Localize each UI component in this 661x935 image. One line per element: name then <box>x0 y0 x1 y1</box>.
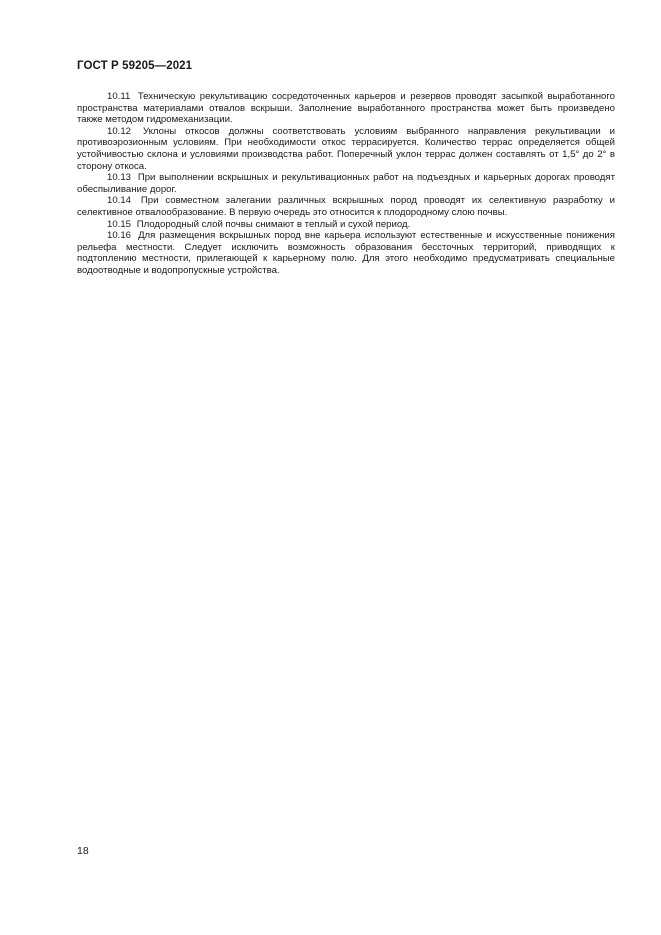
clause-number: 10.16 <box>107 230 132 242</box>
clause-text: При совместном залегании различных вскрышных пород проводят их селективную разработку и селективное отвалообразование. В первую очередь это относится к плодородному слою почвы. <box>77 195 615 218</box>
paragraph-10-15 <box>77 219 615 231</box>
paragraph-10-16 <box>77 230 615 276</box>
page-number: 18 <box>77 845 89 857</box>
clause-text: Плодородный слой почвы снимают в теплый и сухой период. <box>136 218 411 230</box>
document-body <box>77 91 615 277</box>
paragraph-10-12 <box>77 126 615 172</box>
clause-text: Техническую рекультивацию сосредоточенных карьеров и резервов проводят засыпкой выработанного пространства материалами отвалов вскрыши. Заполнение выработанного пространства может быть произведено также методом гидромеханизации. <box>77 91 616 126</box>
clause-text: Для размещения вскрышных пород вне карьера используют естественные и искусственные понижения рельефа местности. Следует исключить возможность образования бессточных территорий, приводящих к подтоплению местности, прилегающей к карьерному полю. Для этого необходимо предусматривать специальные водоотводные и водопропускные устройства. <box>77 230 615 276</box>
standard-id-header: ГОСТ Р 59205—2021 <box>77 60 193 72</box>
paragraph-10-11 <box>77 91 615 126</box>
clause-text: Уклоны откосов должны соответствовать условиям выбранного направления рекультивации и противоэрозионным условиям. При необходимости откос террасируется. Количество террас определяется общей устойчивостью склона и условиями производства работ. Поперечный уклон террас должен составлять от 1,5° до 2° в сторону откоса. <box>77 125 615 172</box>
clause-number: 10.11 <box>107 91 131 102</box>
paragraph-10-13 <box>77 172 615 195</box>
clause-text: При выполнении вскрышных и рекультивационных работ на подъездных и карьерных дорогах проводят обеспыливание дорог. <box>77 172 615 195</box>
clause-number: 10.14 <box>107 195 132 207</box>
clause-number: 10.12 <box>107 125 132 137</box>
clause-number: 10.13 <box>107 172 132 184</box>
clause-number: 10.15 <box>107 218 132 230</box>
paragraph-10-14 <box>77 195 615 218</box>
